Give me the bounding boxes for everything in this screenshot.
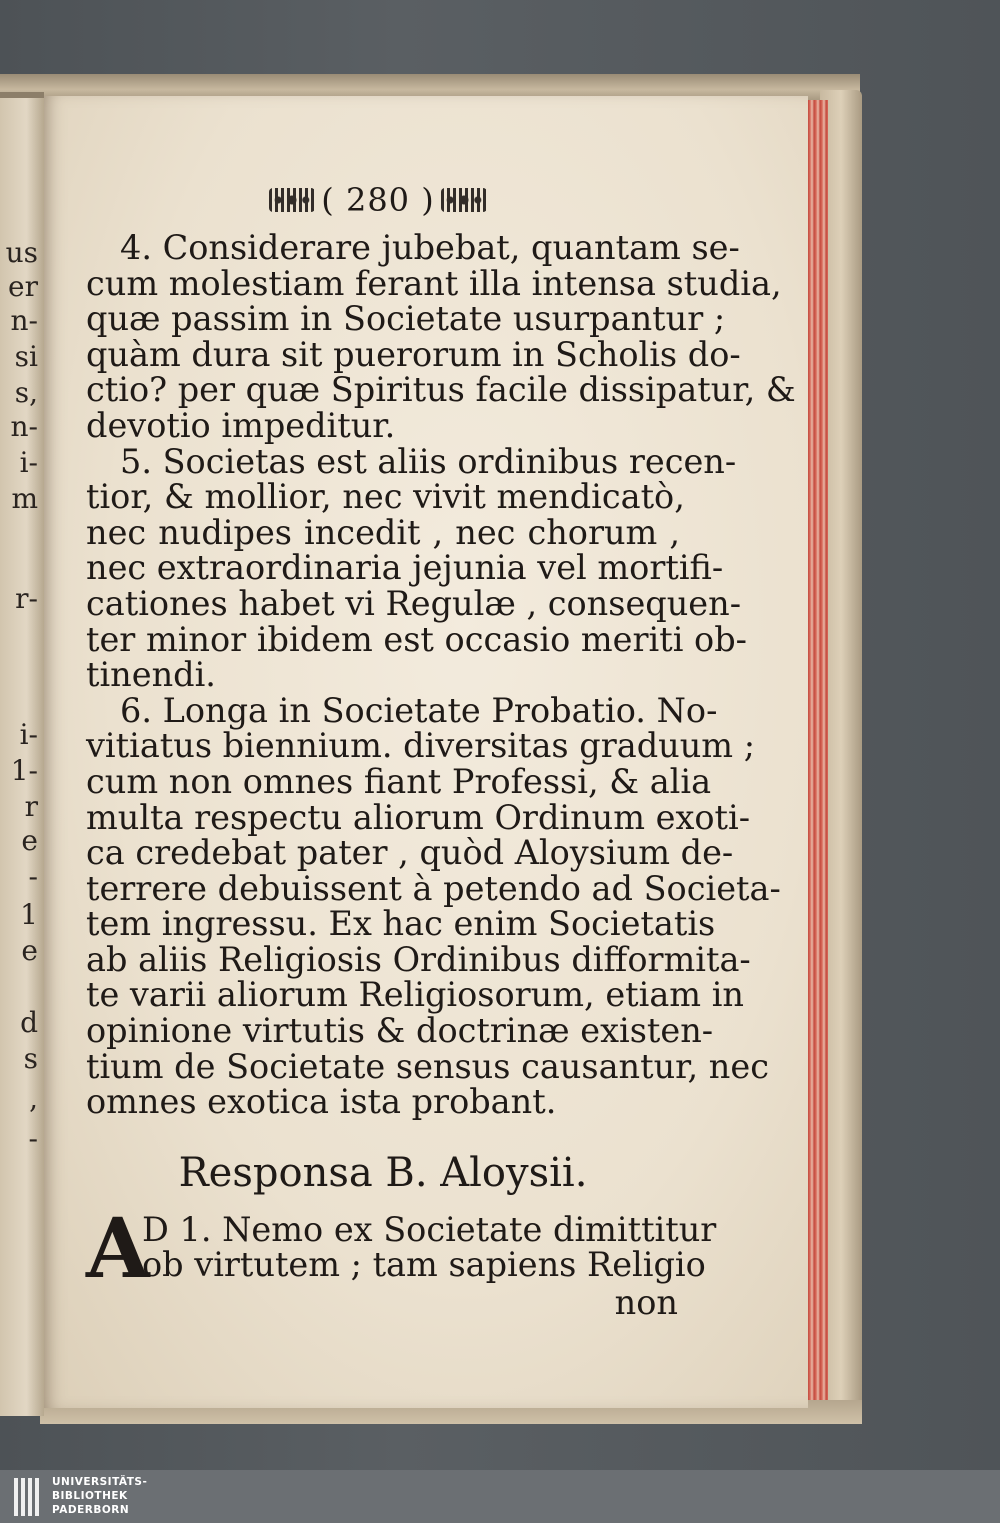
text-line: 6. Longa in Societate Probatio. No-	[120, 690, 718, 730]
text-line: ab aliis Religiosis Ordinibus difformita-	[86, 939, 751, 979]
left-fragment: r-	[15, 582, 38, 615]
text-line: ob virtutem ; tam sapiens Religio	[142, 1245, 706, 1285]
text-line: cum molestiam ferant illa intensa studia,	[86, 263, 782, 303]
left-fragment: s,	[14, 376, 38, 409]
page-text	[86, 178, 796, 1323]
text-line: tior, & mollior, nec vivit mendicatò,	[86, 477, 685, 517]
left-fragment: e	[21, 824, 38, 857]
left-fragment: d	[20, 1006, 38, 1039]
text-line: D 1. Nemo ex Societate dimittitur	[142, 1209, 717, 1249]
text-line: devotio impeditur.	[86, 405, 396, 445]
text-line: vitiatus biennium. diversitas graduum ;	[86, 726, 755, 766]
response-paragraph	[86, 1200, 717, 1297]
left-fragment: 1-	[10, 754, 38, 787]
text-line: tem ingressu. Ex hac enim Societatis	[86, 904, 716, 944]
left-fragment: -	[28, 1122, 38, 1155]
text-line: 4. Considerare jubebat, quantam se-	[120, 228, 740, 267]
left-fragment: 1	[20, 898, 38, 931]
page-header	[76, 178, 680, 222]
left-page-sliver	[0, 92, 44, 1416]
paragraph-5	[86, 441, 747, 695]
left-fragment: r	[24, 790, 38, 823]
text-line: terrere debuissent à petendo ad Societa-	[86, 868, 781, 908]
text-line: nec extraordinaria jejunia vel mortifi-	[86, 548, 724, 588]
text-line: opinione virtutis & doctrinæ existen-	[86, 1011, 714, 1051]
text-line: omnes exotica ista probant.	[86, 1082, 557, 1122]
text-line: ctio? per quæ Spiritus facile dissipatur, &	[86, 370, 796, 410]
left-ornament-icon	[269, 188, 315, 212]
library-line-1: UNIVERSITÄTS-	[52, 1476, 148, 1488]
text-line: multa respectu aliorum Ordinum exoti-	[86, 797, 751, 837]
page-number: ( 280 )	[321, 181, 435, 219]
library-line-3: PADERBORN	[52, 1504, 130, 1516]
catchword: non	[614, 1283, 678, 1323]
text-line: quæ passim in Societate usurpantur ;	[86, 299, 726, 339]
library-logo-icon	[14, 1478, 44, 1516]
right-ornament-icon	[441, 188, 487, 212]
left-fragment: s	[23, 1042, 38, 1075]
text-line: 5. Societas est aliis ordinibus recen-	[120, 441, 737, 481]
text-line: cum non omnes fiant Professi, & alia	[86, 761, 712, 801]
text-line: ter minor ibidem est occasio meriti ob-	[86, 619, 747, 659]
text-line: quàm dura sit puerorum in Scholis do-	[86, 334, 741, 374]
library-line-2: BIBLIOTHEK	[52, 1490, 128, 1502]
section-title: Responsa B. Aloysii.	[178, 1149, 588, 1196]
drop-cap: A	[86, 1200, 150, 1297]
left-fragment: n-	[10, 304, 38, 337]
left-fragment: e	[21, 934, 38, 967]
left-fragment: n-	[10, 410, 38, 443]
paragraph-4	[86, 228, 796, 445]
text-line: tinendi.	[86, 655, 216, 695]
left-fragment: -	[28, 860, 38, 893]
left-fragment: er	[8, 270, 38, 303]
text-line: tium de Societate sensus causantur, nec	[86, 1046, 769, 1086]
text-line: nec nudipes incedit , nec chorum ,	[86, 512, 680, 552]
left-fragment: m	[11, 482, 38, 515]
left-fragment: i-	[19, 446, 38, 479]
library-footer	[0, 1470, 1000, 1523]
text-line: cationes habet vi Regulæ , consequen-	[86, 583, 742, 623]
left-fragment: ,	[29, 1082, 38, 1115]
library-name	[52, 1475, 147, 1517]
left-fragment: us	[5, 236, 38, 269]
text-line: te varii aliorum Religiosorum, etiam in	[86, 975, 744, 1015]
paragraph-6	[86, 690, 781, 1122]
left-fragment: si	[14, 340, 38, 373]
left-fragment: i-	[19, 718, 38, 751]
text-line: ca credebat pater , quòd Aloysium de-	[86, 833, 734, 873]
